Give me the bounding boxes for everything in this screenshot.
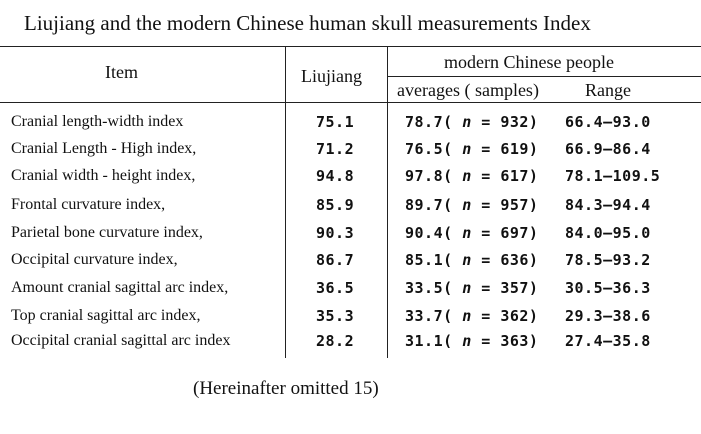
table-top-rule bbox=[0, 46, 701, 47]
n-symbol: n bbox=[462, 307, 472, 325]
paren-close: ) bbox=[528, 251, 539, 269]
n-symbol: n bbox=[462, 196, 472, 214]
equals-sign: = bbox=[471, 167, 501, 185]
average-number: 85.1 bbox=[405, 251, 444, 269]
sample-count: 932 bbox=[500, 113, 529, 131]
sample-count: 617 bbox=[500, 167, 529, 185]
average-number: 97.8 bbox=[405, 167, 444, 185]
average-number: 31.1 bbox=[405, 332, 444, 350]
paren-close: ) bbox=[528, 113, 539, 131]
row-range-value: 84.3—94.4 bbox=[565, 196, 651, 214]
equals-sign: = bbox=[471, 196, 501, 214]
header-item: Item bbox=[105, 62, 138, 82]
paren-open: ( bbox=[443, 279, 463, 297]
equals-sign: = bbox=[471, 307, 501, 325]
paren-open: ( bbox=[443, 332, 463, 350]
row-item-label: Cranial length-width index bbox=[11, 113, 184, 130]
row-range-value: 78.1—109.5 bbox=[565, 167, 661, 185]
row-liujiang-value: 28.2 bbox=[316, 332, 355, 350]
row-item-label: Parietal bone curvature index, bbox=[11, 224, 203, 241]
sample-count: 362 bbox=[500, 307, 529, 325]
row-range-value: 66.9—86.4 bbox=[565, 140, 651, 158]
paren-close: ) bbox=[528, 279, 539, 297]
n-symbol: n bbox=[462, 113, 472, 131]
row-liujiang-value: 90.3 bbox=[316, 224, 355, 242]
average-number: 89.7 bbox=[405, 196, 444, 214]
header-averages: averages ( samples) bbox=[397, 80, 539, 100]
header-liujiang: Liujiang bbox=[301, 66, 362, 86]
n-symbol: n bbox=[462, 140, 472, 158]
paren-open: ( bbox=[443, 224, 463, 242]
average-number: 76.5 bbox=[405, 140, 444, 158]
row-average-value bbox=[405, 251, 538, 269]
row-item-label: Amount cranial sagittal arc index, bbox=[11, 279, 229, 296]
row-average-value bbox=[405, 332, 538, 350]
row-item-label: Occipital cranial sagittal arc index bbox=[11, 332, 231, 349]
paren-close: ) bbox=[528, 167, 539, 185]
row-item-label: Cranial width - height index, bbox=[11, 167, 196, 184]
average-number: 33.5 bbox=[405, 279, 444, 297]
sample-count: 357 bbox=[500, 279, 529, 297]
n-symbol: n bbox=[462, 332, 472, 350]
row-range-value: 30.5—36.3 bbox=[565, 279, 651, 297]
header-bottom-rule bbox=[0, 102, 701, 103]
row-range-value: 66.4—93.0 bbox=[565, 113, 651, 131]
row-average-value bbox=[405, 279, 538, 297]
paren-close: ) bbox=[528, 224, 539, 242]
subheader-rule bbox=[388, 76, 701, 77]
average-number: 90.4 bbox=[405, 224, 444, 242]
paren-open: ( bbox=[443, 167, 463, 185]
column-divider-2 bbox=[387, 46, 388, 358]
row-liujiang-value: 75.1 bbox=[316, 113, 355, 131]
row-liujiang-value: 35.3 bbox=[316, 307, 355, 325]
column-divider-1 bbox=[285, 46, 286, 358]
n-symbol: n bbox=[462, 279, 472, 297]
sample-count: 636 bbox=[500, 251, 529, 269]
sample-count: 957 bbox=[500, 196, 529, 214]
row-item-label: Top cranial sagittal arc index, bbox=[11, 307, 201, 324]
paren-open: ( bbox=[443, 251, 463, 269]
paren-close: ) bbox=[528, 307, 539, 325]
n-symbol: n bbox=[462, 167, 472, 185]
equals-sign: = bbox=[471, 279, 501, 297]
row-item-label: Cranial Length - High index, bbox=[11, 140, 197, 157]
row-average-value bbox=[405, 140, 538, 158]
equals-sign: = bbox=[471, 332, 501, 350]
row-range-value: 27.4—35.8 bbox=[565, 332, 651, 350]
row-liujiang-value: 94.8 bbox=[316, 167, 355, 185]
sample-count: 363 bbox=[500, 332, 529, 350]
row-range-value: 29.3—38.6 bbox=[565, 307, 651, 325]
row-liujiang-value: 86.7 bbox=[316, 251, 355, 269]
sample-count: 697 bbox=[500, 224, 529, 242]
paren-open: ( bbox=[443, 307, 463, 325]
equals-sign: = bbox=[471, 113, 501, 131]
row-range-value: 78.5—93.2 bbox=[565, 251, 651, 269]
footer-note: (Hereinafter omitted 15) bbox=[193, 378, 379, 399]
average-number: 78.7 bbox=[405, 113, 444, 131]
paren-open: ( bbox=[443, 196, 463, 214]
row-liujiang-value: 36.5 bbox=[316, 279, 355, 297]
row-liujiang-value: 71.2 bbox=[316, 140, 355, 158]
row-item-label: Frontal curvature index, bbox=[11, 196, 166, 213]
average-number: 33.7 bbox=[405, 307, 444, 325]
row-range-value: 84.0—95.0 bbox=[565, 224, 651, 242]
n-symbol: n bbox=[462, 224, 472, 242]
row-average-value bbox=[405, 113, 538, 131]
table-title: Liujiang and the modern Chinese human skull measurements Index bbox=[24, 11, 591, 35]
paren-open: ( bbox=[443, 140, 463, 158]
row-liujiang-value: 85.9 bbox=[316, 196, 355, 214]
n-symbol: n bbox=[462, 251, 472, 269]
header-range: Range bbox=[585, 80, 631, 100]
row-item-label: Occipital curvature index, bbox=[11, 251, 178, 268]
paren-open: ( bbox=[443, 113, 463, 131]
sample-count: 619 bbox=[500, 140, 529, 158]
row-average-value bbox=[405, 196, 538, 214]
row-average-value bbox=[405, 307, 538, 325]
paren-close: ) bbox=[528, 332, 539, 350]
paren-close: ) bbox=[528, 196, 539, 214]
row-average-value bbox=[405, 224, 538, 242]
row-average-value bbox=[405, 167, 538, 185]
equals-sign: = bbox=[471, 224, 501, 242]
equals-sign: = bbox=[471, 140, 501, 158]
header-modern-chinese: modern Chinese people bbox=[444, 52, 614, 72]
equals-sign: = bbox=[471, 251, 501, 269]
paren-close: ) bbox=[528, 140, 539, 158]
